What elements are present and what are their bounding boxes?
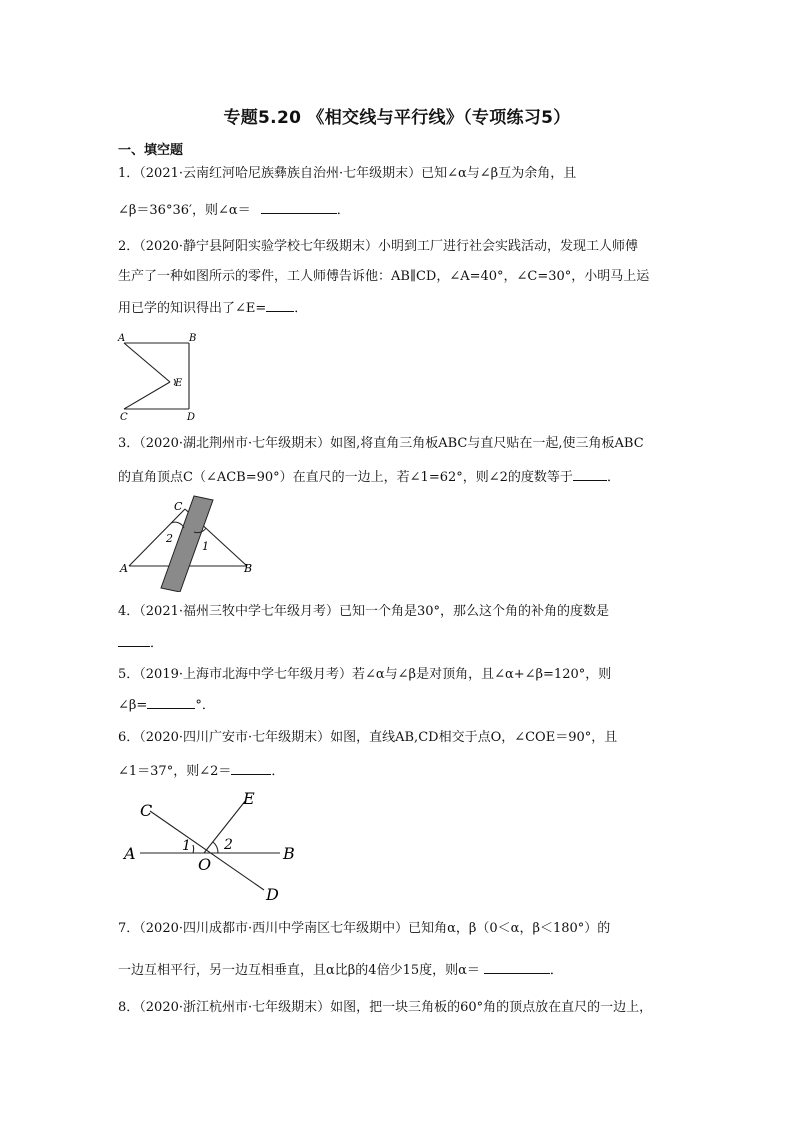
- q7-line-1: 7．（2020·四川成都市·西川中学南区七年级期中）已知角α，β（0＜α，β＜180°）的: [118, 921, 611, 936]
- q2-line-1: 2．（2020·静宁县阿阳实验学校七年级期末）小明到工厂进行社会实践活动，发现工人师傅: [118, 239, 638, 254]
- q5-text: ∠β=: [118, 698, 148, 713]
- q6-text: ∠1＝37°，则∠2＝: [118, 764, 232, 779]
- label-c: C: [120, 412, 128, 422]
- label-e: E: [243, 789, 255, 808]
- label-angle-1: 1: [182, 838, 191, 854]
- q8-line-1: 8．（2020·浙江杭州市·七年级期末）如图，把一块三角板的60°角的顶点放在直尺的一边上，: [118, 1000, 653, 1015]
- q7-line-2: [118, 961, 563, 980]
- q7-end: ．: [549, 963, 563, 978]
- q2-line-2: 生产了一种如图所示的零件，工人师傅告诉他：AB∥CD，∠A=40°，∠C=30°，小明马上运: [118, 269, 650, 284]
- label-b: B: [244, 562, 253, 575]
- q4-line-1: 4．（2021·福州三牧中学七年级月考）已知一个角是30°，那么这个角的补角的度数是: [118, 604, 610, 619]
- angle-2-arc: [213, 842, 218, 853]
- q6-answer-blank[interactable]: [231, 762, 271, 775]
- label-o: O: [198, 855, 212, 874]
- q1-end: ．: [336, 203, 350, 218]
- figure-q6-diagram: [118, 786, 308, 908]
- q5-line-2: [118, 696, 215, 715]
- page-title: 专题5.20 《相交线与平行线》（专项练习5）: [223, 108, 571, 128]
- q4-answer-blank[interactable]: [118, 634, 150, 647]
- label-b: B: [283, 844, 295, 863]
- q3-end: ．: [606, 470, 620, 485]
- label-a: A: [118, 333, 126, 344]
- line-ec: [124, 382, 170, 409]
- q6-line-1: 6．（2020·四川广安市·七年级期末）如图，直线AB,CD相交于点O，∠COE＝90°，且: [118, 730, 618, 745]
- q2-end: ．: [294, 301, 308, 316]
- q3-line-1: 3．（2020·湖北荆州市·七年级期末）如图,将直角三角板ABC与直尺贴在一起,使三角板ABC: [118, 436, 644, 451]
- label-angle-2: 2: [166, 532, 173, 545]
- q1-line-2: [118, 201, 350, 220]
- figure-q3-diagram: [114, 492, 264, 592]
- label-a: A: [124, 844, 136, 863]
- section-heading: 一、填空题: [118, 143, 184, 158]
- q1-answer-blank[interactable]: [261, 201, 337, 214]
- q4-line-2: [118, 634, 163, 653]
- q6-line-2: [118, 762, 284, 781]
- q3-line-2: [118, 468, 620, 487]
- q3-text: 的直角顶点C（∠ACB=90°）在直尺的一边上，若∠1=62°，则∠2的度数等于: [118, 470, 573, 485]
- q4-end: ．: [150, 636, 164, 651]
- label-b: B: [189, 333, 197, 344]
- q5-line-1: 5．（2019·上海市北海中学七年级月考）若∠α与∠β是对顶角，且∠α+∠β=120°，则: [118, 667, 612, 682]
- label-c: C: [174, 500, 183, 513]
- q7-answer-blank[interactable]: [484, 961, 550, 974]
- q6-end: ．: [271, 764, 285, 779]
- angle-1-arc: [193, 845, 194, 853]
- q2-answer-blank[interactable]: [266, 299, 294, 312]
- q1-text: ∠β＝36°36′，则∠α＝: [118, 203, 251, 218]
- q1-line-1: 1．（2021·云南红河哈尼族彝族自治州·七年级期末）已知∠α与∠β互为余角，且: [118, 166, 577, 181]
- label-angle-2: 2: [224, 837, 233, 853]
- figure-q2-diagram: [114, 330, 204, 422]
- q2-text: 用已学的知识得出了∠E=: [118, 301, 267, 316]
- angle-2-arc: [171, 522, 184, 528]
- label-c: C: [140, 801, 153, 820]
- label-a: A: [120, 562, 128, 575]
- label-e: E: [175, 378, 183, 389]
- q5-end: °．: [195, 698, 215, 713]
- q7-text: 一边互相平行，另一边互相垂直，且α比β的4倍少15度，则α＝: [118, 963, 480, 978]
- figure-q6: [118, 786, 308, 912]
- label-angle-1: 1: [202, 540, 209, 553]
- line-ae: [124, 343, 170, 382]
- line-cd: [150, 811, 264, 890]
- label-d: D: [187, 412, 196, 422]
- q3-answer-blank[interactable]: [573, 468, 607, 481]
- q5-answer-blank[interactable]: [147, 696, 195, 709]
- figure-q3: [114, 492, 264, 596]
- label-d: D: [266, 885, 279, 904]
- q2-line-3: [118, 299, 307, 318]
- figure-q2: [114, 330, 204, 426]
